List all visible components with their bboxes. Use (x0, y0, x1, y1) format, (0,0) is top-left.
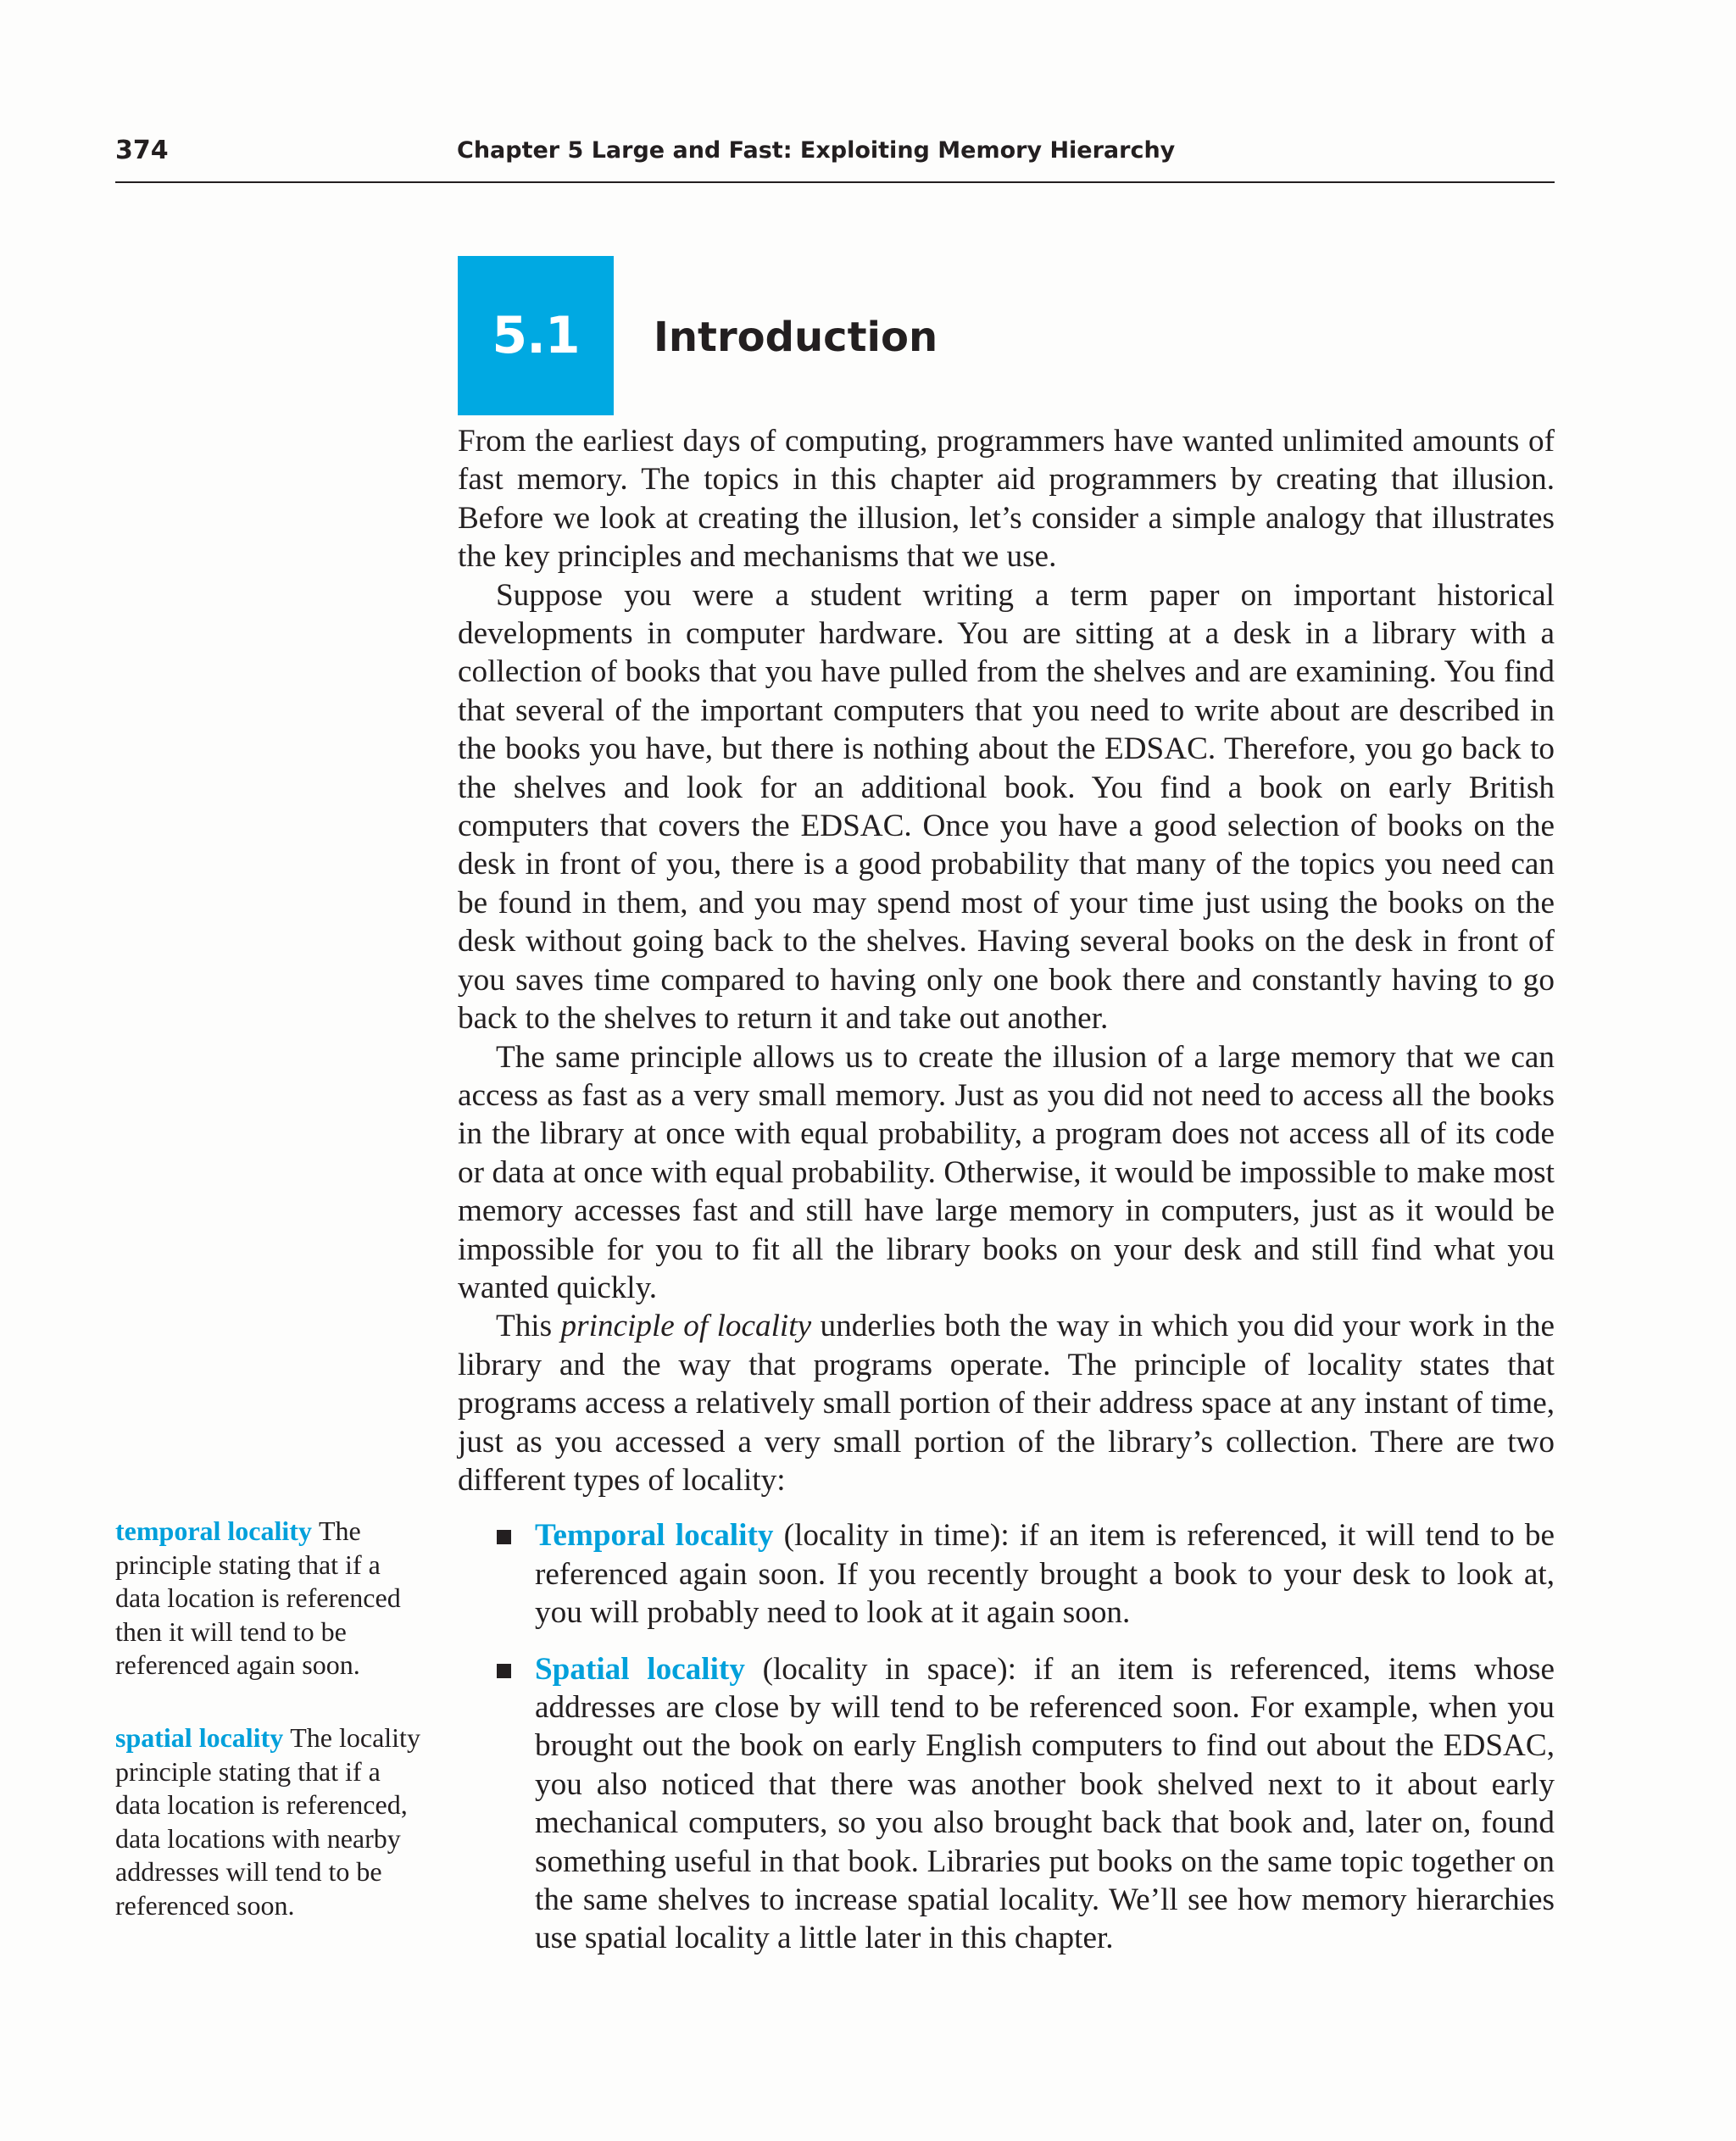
running-header (115, 132, 1555, 183)
paragraph-4-lead: This (496, 1309, 561, 1344)
main-body-text (458, 422, 1555, 1976)
temporal-locality-term: Temporal locality (535, 1518, 774, 1554)
glossary-definition: The locality principle stating that if a data location is referenced, data locations with nearby addresses will tend to be referenced soon. (115, 1722, 420, 1921)
locality-types-list (458, 1516, 1555, 1957)
paragraph-4 (458, 1307, 1555, 1499)
temporal-locality-text: (locality in time): if an item is referenced, it will tend to be referenced again soon. If you recently brought a book to your desk to look at, you will probably need to look at it again soon. (535, 1518, 1555, 1631)
page-number: 374 (115, 136, 169, 165)
glossary-temporal-locality (115, 1515, 422, 1682)
paragraph-2: Suppose you were a student writing a term paper on important historical developments in computer hardware. You are sitting at a desk in a library with a collection of books that you have pulled from the shelves and are examining. You find that several of the important computers that you need to write about are described in the books you have, but there is nothing about the EDSAC. Therefore, you go back to the shelves and look for an additional book. You find a book on early British computers that covers the EDSAC. Once you have a good selection of books on the desk in front of you, there is a good probability that many of the topics you need can be found in them, and you may spend most of your time just using the books on the desk without going back to the shelves. Having several books on the desk in front of you saves time compared to having only one book there and constantly having to go back to the shelves to return it and take out another. (458, 577, 1555, 1037)
section-title: Introduction (654, 314, 938, 361)
glossary-term: spatial locality (115, 1722, 284, 1753)
square-bullet-icon (497, 1530, 511, 1544)
spatial-locality-text: (locality in space): if an item is referenced, items whose addresses are close by will tend to be referenced soon. For example, when you brought out the book on early English computers to find out about the EDSAC, you also noticed that there was another book shelved next to it about early mechanical computers, so you also brought back that book and, later on, found something useful in that book. Libraries put books on the same topic together on the same shelves to increase spatial locality. We’ll see how memory hierarchies use spatial locality a little later in this chapter. (535, 1651, 1555, 1956)
list-item-spatial-locality (458, 1650, 1555, 1958)
paragraph-1: From the earliest days of computing, programmers have wanted unlimited amounts of fast memory. The topics in this chapter aid programmers by creating that illusion. Before we look at creating the illusion, let’s consider a simple analogy that illustrates the key principles and mechanisms that we use. (458, 424, 1555, 575)
principle-of-locality-emphasis: principle of locality (560, 1309, 812, 1344)
section-number: 5.1 (492, 306, 580, 365)
list-item-temporal-locality (458, 1516, 1555, 1632)
glossary-spatial-locality (115, 1721, 422, 1922)
paragraph-4-rest: underlies both the way in which you did your work in the library and the way that programs operate. The principle of locality states that programs access a relatively small portion of their address space at any instant of time, just as you accessed a very small portion of the library’s collection. There are two different types of locality: (458, 1309, 1555, 1498)
square-bullet-icon (497, 1664, 511, 1678)
spatial-locality-term: Spatial locality (535, 1651, 745, 1687)
chapter-running-head: Chapter 5 Large and Fast: Exploiting Memory Hierarchy (457, 137, 1176, 164)
section-number-box (458, 256, 614, 415)
paragraph-3: The same principle allows us to create the illusion of a large memory that we can access as fast as a very small memory. Just as you did not need to access all the books in the library at once with equal probability, a program does not access all of its code or data at once with equal probability. Otherwise, it would be impossible to make most memory accesses fast and still have large memory in computers, just as it would be impossible for you to fit all the library books on your desk and still find what you wanted quickly. (458, 1039, 1555, 1305)
glossary-definition: The principle stating that if a data location is referenced then it will tend to be referenced again soon. (115, 1515, 401, 1680)
glossary-term: temporal locality (115, 1515, 312, 1546)
